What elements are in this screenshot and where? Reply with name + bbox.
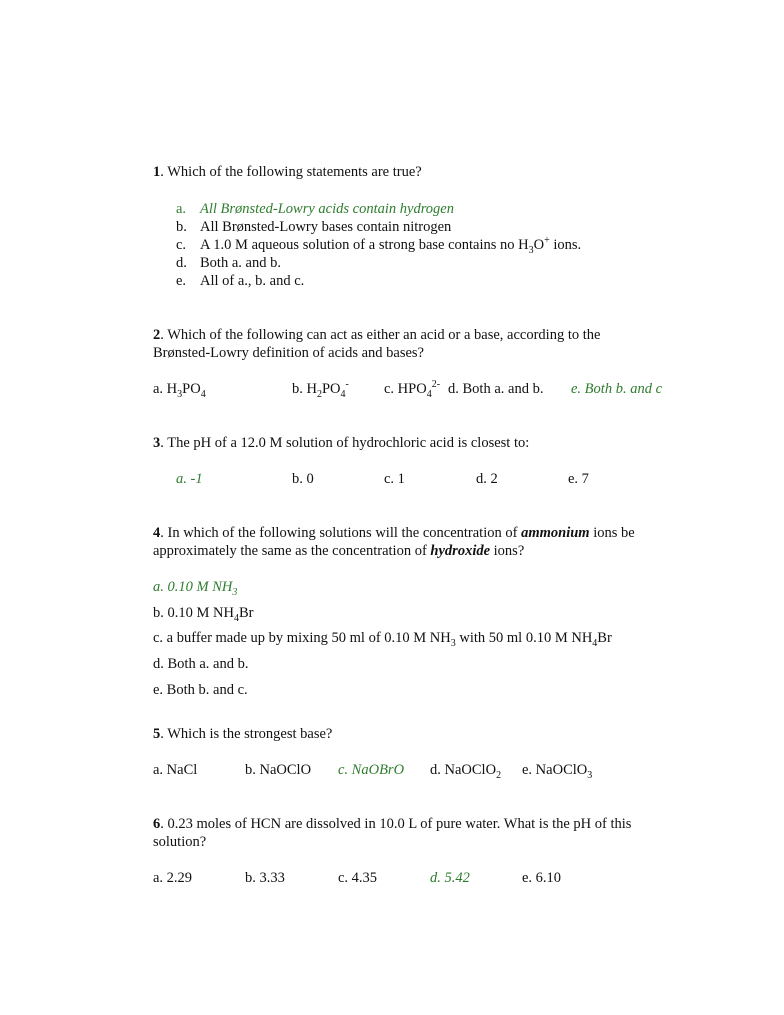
subscript: 4 [426,388,432,400]
emphasis-text: hydroxide [430,543,491,559]
option-text: b. H [292,381,317,397]
option-text: d. Both a. and b. [448,381,544,397]
option-text: b. 3.33 [245,870,285,886]
question-number: 5 [153,726,161,742]
subscript: 3 [232,586,238,598]
option-text: a. 0.10 M NH [153,579,233,595]
q4-option-c [153,629,612,647]
q3-option-d [476,470,498,488]
option-text: ions. [549,237,582,253]
question-text: . The pH of a 12.0 M solution of hydrochloric acid is closest to: [160,435,530,451]
q2-option-c [384,380,440,398]
q1-option-b [176,218,451,236]
option-text: A 1.0 M aqueous solution of a strong base contains no H [200,237,529,253]
subscript: 3 [450,637,456,649]
question-number: 2 [153,327,161,343]
question-6-prompt-line2 [153,833,206,851]
option-letter: b. [176,219,187,235]
option-text: e. NaOClO [522,762,588,778]
option-text: a. -1 [176,471,203,487]
subscript: 3 [587,769,593,781]
option-text: a. 2.29 [153,870,193,886]
option-text: d. NaOClO [430,762,497,778]
option-text: e. Both b. and c. [153,682,248,698]
option-text: c. a buffer made up by mixing 50 ml of 0.10 M NH [153,630,451,646]
option-text: Br [238,605,254,621]
option-text: a. H [153,381,178,397]
q3-option-b [292,470,314,488]
option-text: b. 0 [292,471,314,487]
superscript: 2- [431,379,441,391]
option-text: e. Both b. and c [571,381,663,397]
question-1-prompt [153,163,422,181]
q6-option-d [430,869,470,887]
question-number: 3 [153,435,161,451]
q6-option-a [153,869,192,887]
question-text: . Which of the following can act as either an acid or a base, according to the [160,327,601,343]
option-text: c. 4.35 [338,870,378,886]
option-text: Br [597,630,612,646]
subscript: 4 [200,388,206,400]
subscript: 2 [496,769,502,781]
q5-option-a [153,761,197,779]
q6-option-e [522,869,561,887]
q4-option-b [153,604,253,622]
question-text: . Which of the following statements are true? [160,164,422,180]
q5-option-c [338,761,404,779]
option-letter: e. [176,273,187,289]
q4-option-e [153,681,248,699]
q1-option-c [176,236,581,254]
q1-option-a [176,200,454,218]
superscript: - [345,379,349,391]
question-2-prompt [153,326,600,344]
subscript: 4 [233,612,239,624]
q3-option-a [176,470,203,488]
option-text: e. 7 [568,471,589,487]
option-text: e. 6.10 [522,870,562,886]
question-6-prompt [153,815,631,833]
option-text: All of a., b. and c. [200,273,305,289]
subscript: 2 [316,388,322,400]
q2-option-d [448,380,543,398]
option-text: b. NaOClO [245,762,312,778]
q5-option-e [522,761,592,779]
option-letter: d. [176,255,187,271]
question-number: 1 [153,164,161,180]
question-4-prompt-line2 [153,542,524,560]
q6-option-b [245,869,285,887]
option-text: All Brønsted-Lowry bases contain nitrogen [200,219,452,235]
option-text: with 50 ml 0.10 M NH [455,630,593,646]
q1-option-e [176,272,304,290]
q1-option-d [176,254,281,272]
question-4-prompt [153,524,635,542]
q6-option-c [338,869,377,887]
option-text: Both a. and b. [200,255,281,271]
question-3-prompt [153,434,529,452]
question-number: 6 [153,816,161,832]
q4-option-a [153,578,237,596]
q2-option-a [153,380,206,398]
question-text: . In which of the following solutions will the concentration of [160,525,522,541]
subscript: 4 [340,388,346,400]
option-text: b. 0.10 M NH [153,605,234,621]
option-text: All Brønsted-Lowry acids contain hydrogen [200,201,454,217]
question-text: solution? [153,834,207,850]
question-text: . 0.23 moles of HCN are dissolved in 10.0 L of pure water. What is the pH of this [160,816,632,832]
superscript: + [544,235,550,247]
subscript: 3 [177,388,183,400]
option-letter: c. [176,237,187,253]
q3-option-e [568,470,589,488]
option-text: d. 5.42 [430,870,470,886]
subscript: 4 [592,637,598,649]
question-text: approximately the same as the concentration of [153,543,431,559]
question-number: 4 [153,525,161,541]
option-letter: a. [176,201,187,217]
q4-option-d [153,655,248,673]
option-text: PO [182,381,201,397]
q2-option-e [571,380,662,398]
q3-option-c [384,470,405,488]
option-text: d. 2 [476,471,498,487]
q5-option-b [245,761,311,779]
question-text: Brønsted-Lowry definition of acids and bases? [153,345,424,361]
question-5-prompt [153,725,332,743]
option-text: c. 1 [384,471,405,487]
option-text: c. NaOBrO [338,762,405,778]
question-text: ions? [490,543,525,559]
q2-option-b [292,380,349,398]
option-text: c. HPO [384,381,427,397]
q5-option-d [430,761,501,779]
question-text: . Which is the strongest base? [160,726,333,742]
question-text: ions be [589,525,635,541]
emphasis-text: ammonium [521,525,590,541]
option-text: d. Both a. and b. [153,656,249,672]
option-text: PO [321,381,341,397]
question-2-prompt-line2 [153,344,424,362]
subscript: 3 [528,244,534,256]
option-text: a. NaCl [153,762,198,778]
option-text: O [533,237,545,253]
